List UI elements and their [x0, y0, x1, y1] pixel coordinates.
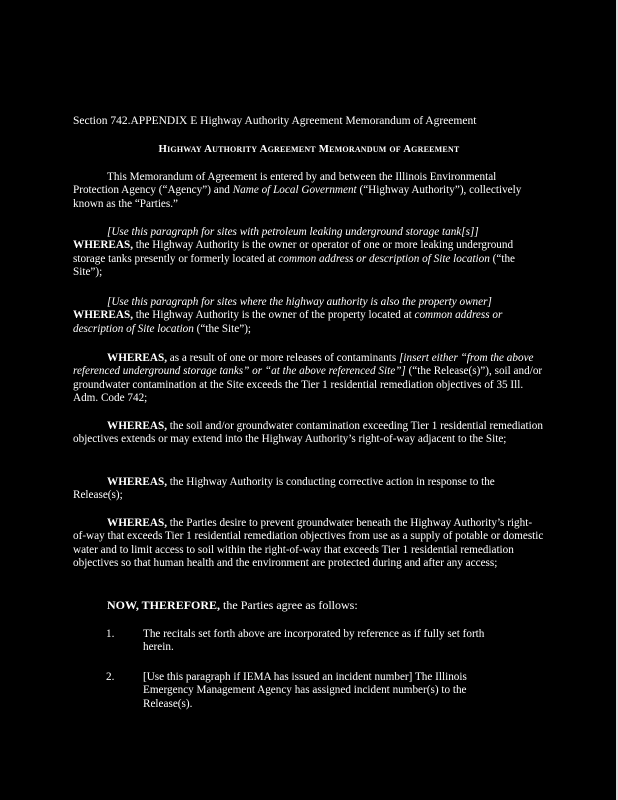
insert-instruction: [insert either “from the above referenced underground storage tanks” or “at the above referenced Site”] — [73, 352, 534, 378]
document-title: Highway Authority Agreement Memorandum of Agreement — [158, 143, 460, 155]
whereas-text: as a result of one or more releases of contaminants — [167, 352, 400, 364]
whereas-text-end: (“the Site”); — [193, 322, 252, 335]
now-therefore-paragraph — [73, 599, 545, 612]
whereas-text: the Highway Authority is conducting corrective action in response to the Release(s); — [73, 476, 495, 502]
whereas-paragraph-4 — [73, 420, 545, 447]
item-text: [Use this paragraph if IEMA has issued an incident number] The Illinois Emergency Management Agency has assigned incident number(s) to the Release(s). — [143, 671, 467, 710]
numbered-item — [73, 671, 545, 711]
whereas-lead: WHEREAS, — [107, 517, 167, 529]
whereas-text: the Highway Authority is the owner of the property located at — [133, 309, 415, 322]
item-text: The recitals set forth above are incorporated by reference as if fully set forth herein. — [143, 628, 485, 654]
numbered-item — [73, 628, 545, 655]
usage-note: [Use this paragraph for sites with petroleum leaking underground storage tank[s]] — [107, 226, 479, 238]
whereas-paragraph-2 — [73, 296, 545, 336]
whereas-paragraph-1 — [73, 226, 545, 280]
whereas-paragraph-6 — [73, 517, 545, 571]
intro-paragraph — [73, 171, 545, 211]
whereas-text-end: (“the Release(s)”), soil and/or groundwater contamination at the Site exceeds the Tier 1 residential remediation objectives of 35 Ill. Adm. Code 742; — [73, 365, 543, 405]
section-header: Section 742.APPENDIX E Highway Authority Agreement Memorandum of Agreement — [73, 115, 477, 127]
whereas-lead: WHEREAS, — [73, 309, 133, 322]
whereas-paragraph-3 — [73, 352, 545, 406]
item-number: 2. — [106, 671, 115, 683]
whereas-paragraph-5 — [73, 476, 545, 503]
whereas-lead: WHEREAS, — [107, 476, 167, 488]
usage-note: [Use this paragraph for sites where the highway authority is also the property owner] — [107, 296, 492, 308]
intro-text-1: This Memorandum of Agreement is entered by and between the Illinois Environmental Protection Agency (“Agency”) and — [73, 171, 497, 197]
site-location-placeholder: common address or description of Site location — [73, 309, 503, 335]
now-therefore-text: the Parties agree as follows: — [220, 598, 358, 612]
whereas-text: the Parties desire to prevent groundwater beneath the Highway Authority’s right-of-way that exceeds Tier 1 residential remediation objectives from use as a supply of potable or domestic water and to limit access to soil within the right-of-way that exceeds Tier 1 residential remediation objectives so that human health and the environment are protected during and after any access; — [73, 517, 544, 570]
whereas-text-end: (“the Site”); — [73, 252, 516, 279]
site-location-placeholder: common address or description of Site location — [278, 252, 490, 265]
intro-text-2: (“Highway Authority”), collectively known as the “Parties.” — [73, 184, 522, 210]
whereas-lead: WHEREAS, — [73, 239, 133, 252]
now-therefore-lead: NOW, THEREFORE, — [107, 598, 221, 612]
whereas-text: the soil and/or groundwater contamination exceeding Tier 1 residential remediation objectives extends or may extend into the Highway Authority’s right-of-way adjacent to the Site; — [73, 420, 543, 446]
item-number: 1. — [106, 628, 115, 640]
whereas-lead: WHEREAS, — [107, 420, 167, 432]
whereas-text: the Highway Authority is the owner or operator of one or more leaking underground storage tanks presently or formerly located at — [73, 239, 514, 265]
whereas-lead: WHEREAS, — [107, 352, 167, 364]
local-government-placeholder: Name of Local Government — [232, 184, 357, 197]
